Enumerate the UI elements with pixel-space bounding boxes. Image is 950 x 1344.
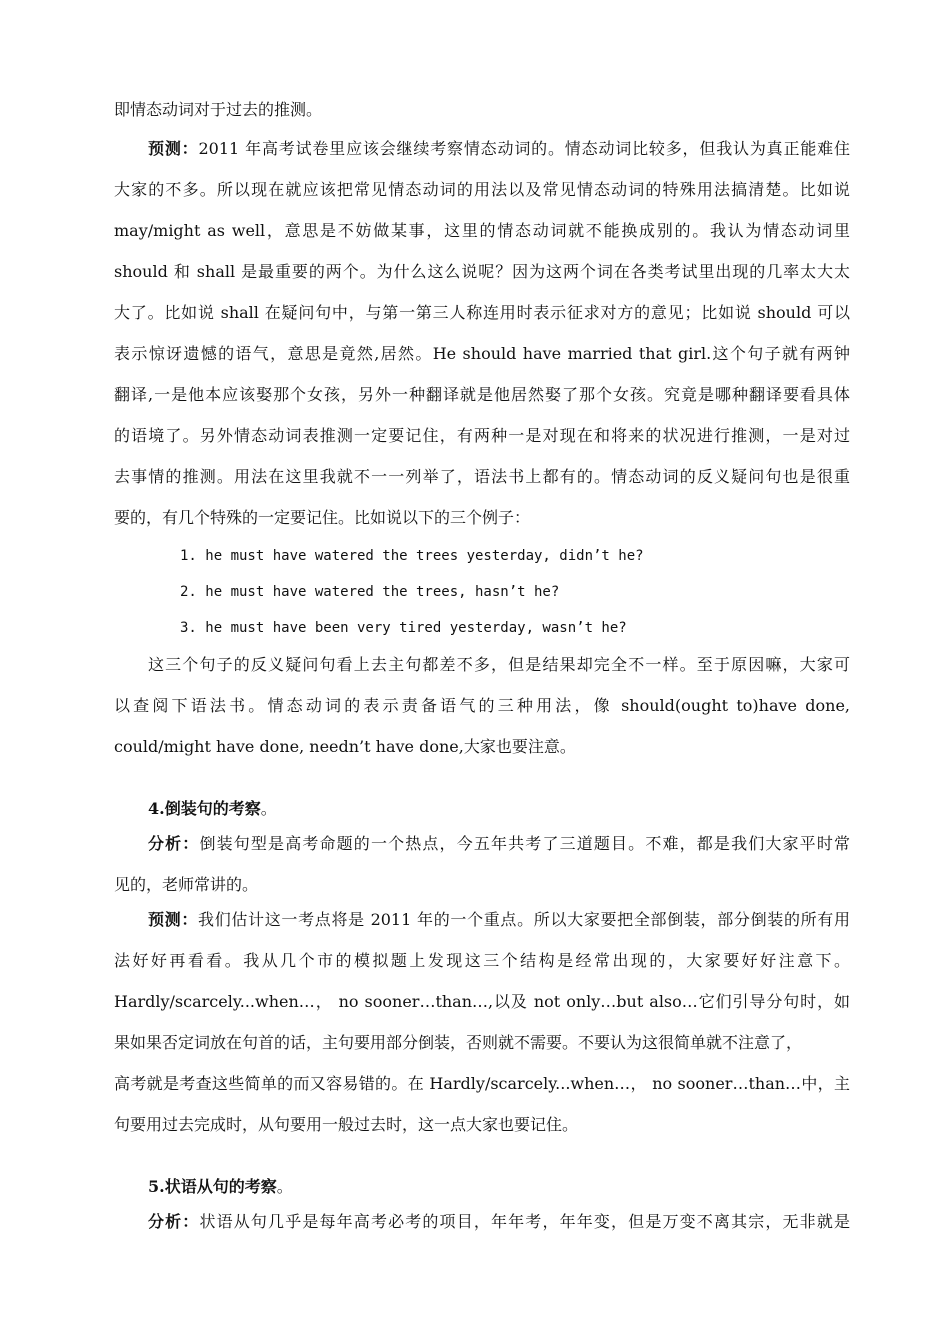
example-item-1: 1. he must have watered the trees yesterday, didn’t he? bbox=[180, 548, 644, 564]
example-item-3: 3. he must have been very tired yesterday, wasn’t he? bbox=[180, 620, 627, 636]
paragraph-line: 要的，有几个特殊的一定要记住。比如说以下的三个例子： bbox=[114, 508, 531, 527]
paragraph-line: 大家的不多。所以现在就应该把常见情态动词的用法以及常见情态动词的特殊用法搞清楚。比如说 bbox=[114, 180, 850, 199]
paragraph-line: 高考就是考查这些简单的而又容易错的。在 Hardly/scarcely...when…， no sooner…than…中，主 bbox=[114, 1074, 850, 1093]
paragraph-line: should 和 shall 是最重要的两个。为什么这么说呢？因为这两个词在各类考试里出现的几率太大太 bbox=[114, 262, 850, 281]
section-heading-4: 4.倒装句的考察。 bbox=[148, 799, 277, 818]
paragraph-line: 法好好再看看。我从几个市的模拟题上发现这三个结构是经常出现的，大家要好好注意下。 bbox=[114, 951, 850, 970]
paragraph-line: 以查阅下语法书。情态动词的表示责备语气的三种用法，像 should(ought to)have done, bbox=[114, 696, 850, 715]
paragraph-line: 翻译,一是他本应该娶那个女孩，另外一种翻译就是他居然娶了那个女孩。究竟是哪种翻译要看具体 bbox=[114, 385, 850, 404]
paragraph-line: 句要用过去完成时，从句要用一般过去时，这一点大家也要记住。 bbox=[114, 1115, 579, 1134]
label-analysis: 分析： bbox=[148, 1212, 200, 1231]
label-analysis: 分析： bbox=[148, 834, 200, 853]
paragraph-line: 去事情的推测。用法在这里我就不一一列举了，语法书上都有的。情态动词的反义疑问句也是很重 bbox=[114, 467, 850, 486]
example-item-2: 2. he must have watered the trees, hasn’t he? bbox=[180, 584, 560, 600]
paragraph-line: 表示惊讶遗憾的语气，意思是竟然,居然。He should have married that girl.这个句子就有两钟 bbox=[114, 344, 850, 363]
paragraph-line: Hardly/scarcely...when…， no sooner…than…,以及 not only…but also…它们引导分句时，如 bbox=[114, 992, 850, 1011]
paragraph-line: 预测：2011 年高考试卷里应该会继续考察情态动词的。情态动词比较多，但我认为真正能难住 bbox=[148, 139, 850, 158]
paragraph-line: 大了。比如说 shall 在疑问句中，与第一第三人称连用时表示征求对方的意见；比如说 should 可以 bbox=[114, 303, 850, 322]
paragraph-line: could/might have done, needn’t have done,大家也要注意。 bbox=[114, 737, 576, 756]
paragraph-line: 果如果否定词放在句首的话，主句要用部分倒装，否则就不需要。不要认为这很简单就不注意了， bbox=[114, 1033, 803, 1052]
label-prediction: 预测： bbox=[148, 139, 199, 158]
paragraph-line: 见的，老师常讲的。 bbox=[114, 875, 259, 894]
paragraph-line: 预测：我们估计这一考点将是 2011 年的一个重点。所以大家要把全部倒装，部分倒装的所有用 bbox=[148, 910, 850, 929]
section-heading-5: 5.状语从句的考察。 bbox=[148, 1177, 293, 1196]
paragraph-line: 即情态动词对于过去的推测。 bbox=[114, 100, 323, 119]
label-prediction: 预测： bbox=[148, 910, 199, 929]
paragraph-line: 分析：倒装句型是高考命题的一个热点，今五年共考了三道题目。不难，都是我们大家平时常 bbox=[148, 834, 850, 853]
paragraph-line: 分析：状语从句几乎是每年高考必考的项目，年年考，年年变，但是万变不离其宗，无非就是 bbox=[148, 1212, 850, 1231]
paragraph-line: may/might as well，意思是不妨做某事，这里的情态动词就不能换成别的。我认为情态动词里 bbox=[114, 221, 850, 240]
paragraph-line: 这三个句子的反义疑问句看上去主句都差不多，但是结果却完全不一样。至于原因嘛，大家可 bbox=[148, 655, 850, 674]
paragraph-line: 的语境了。另外情态动词表推测一定要记住，有两种一是对现在和将来的状况进行推测，一是对过 bbox=[114, 426, 850, 445]
